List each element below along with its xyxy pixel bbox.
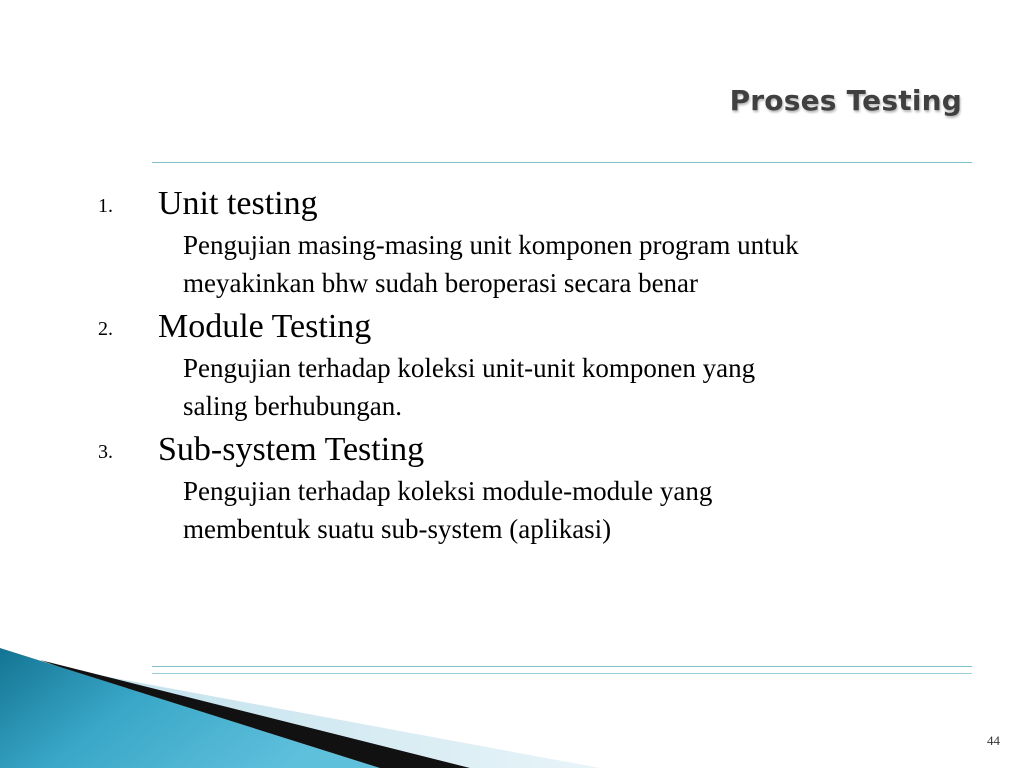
list-item: [98, 428, 978, 548]
list-item: [98, 182, 978, 302]
description-line: Pengujian terhadap koleksi module-module yang: [183, 476, 713, 506]
description-line: saling berhubungan.: [183, 391, 402, 421]
top-divider: [152, 162, 972, 163]
item-description: [98, 472, 978, 548]
item-description: [98, 349, 978, 425]
bottom-divider: [152, 673, 972, 674]
list-item: [98, 305, 978, 425]
item-heading: Unit testing: [158, 185, 318, 222]
item-number: 1.: [98, 195, 113, 217]
item-heading: Sub-system Testing: [158, 431, 425, 468]
description-line: Pengujian masing-masing unit komponen program untuk: [183, 230, 799, 260]
slide-title: Proses Testing: [729, 84, 962, 117]
description-line: Pengujian terhadap koleksi unit-unit komponen yang: [183, 353, 756, 383]
item-number: 2.: [98, 318, 113, 340]
page-number: 44: [987, 733, 1000, 748]
item-number: 3.: [98, 441, 113, 463]
description-line: meyakinkan bhw sudah beroperasi secara benar: [183, 268, 699, 298]
numbered-list: [98, 182, 978, 551]
description-line: membentuk suatu sub-system (aplikasi): [183, 514, 612, 544]
bottom-divider: [152, 666, 972, 667]
item-description: [98, 226, 978, 302]
item-heading: Module Testing: [158, 308, 372, 345]
